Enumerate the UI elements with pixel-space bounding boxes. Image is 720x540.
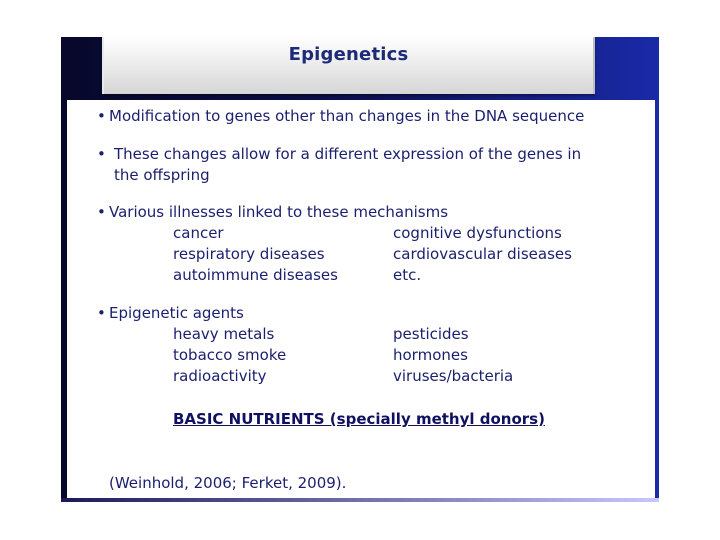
illness-item: etc. (393, 266, 422, 284)
basic-nutrients-label: BASIC NUTRIENTS (specially methyl donors) (173, 410, 545, 428)
bullet-2-text-line-2: the offspring (114, 166, 210, 184)
bullet-marker: • (97, 107, 106, 125)
illness-item: cardiovascular diseases (393, 245, 572, 263)
title-bar (102, 37, 595, 94)
slide-content (67, 100, 655, 498)
illness-item: respiratory diseases (173, 245, 325, 263)
bullet-1-text: Modification to genes other than changes in the DNA sequence (109, 107, 585, 125)
slide (61, 37, 659, 502)
illness-item: cognitive dysfunctions (393, 224, 562, 242)
slide-title: Epigenetics (288, 44, 409, 65)
bullet-marker: • (97, 203, 106, 221)
citation: (Weinhold, 2006; Ferket, 2009). (109, 474, 347, 492)
illness-item: cancer (173, 224, 224, 242)
agent-item: tobacco smoke (173, 346, 287, 364)
agent-item: heavy metals (173, 325, 275, 343)
bullet-2-text-line-1: These changes allow for a different expression of the genes in (114, 145, 582, 163)
bullet-marker: • (97, 145, 106, 163)
agent-item: hormones (393, 346, 468, 364)
bullet-4-text: Epigenetic agents (109, 304, 244, 322)
agent-item: viruses/bacteria (393, 367, 514, 385)
bullet-3-text: Various illnesses linked to these mechanisms (109, 203, 449, 221)
agent-item: radioactivity (173, 367, 267, 385)
illness-item: autoimmune diseases (173, 266, 338, 284)
slide-bottom-edge (61, 498, 659, 502)
agent-item: pesticides (393, 325, 469, 343)
bullet-marker: • (97, 304, 106, 322)
